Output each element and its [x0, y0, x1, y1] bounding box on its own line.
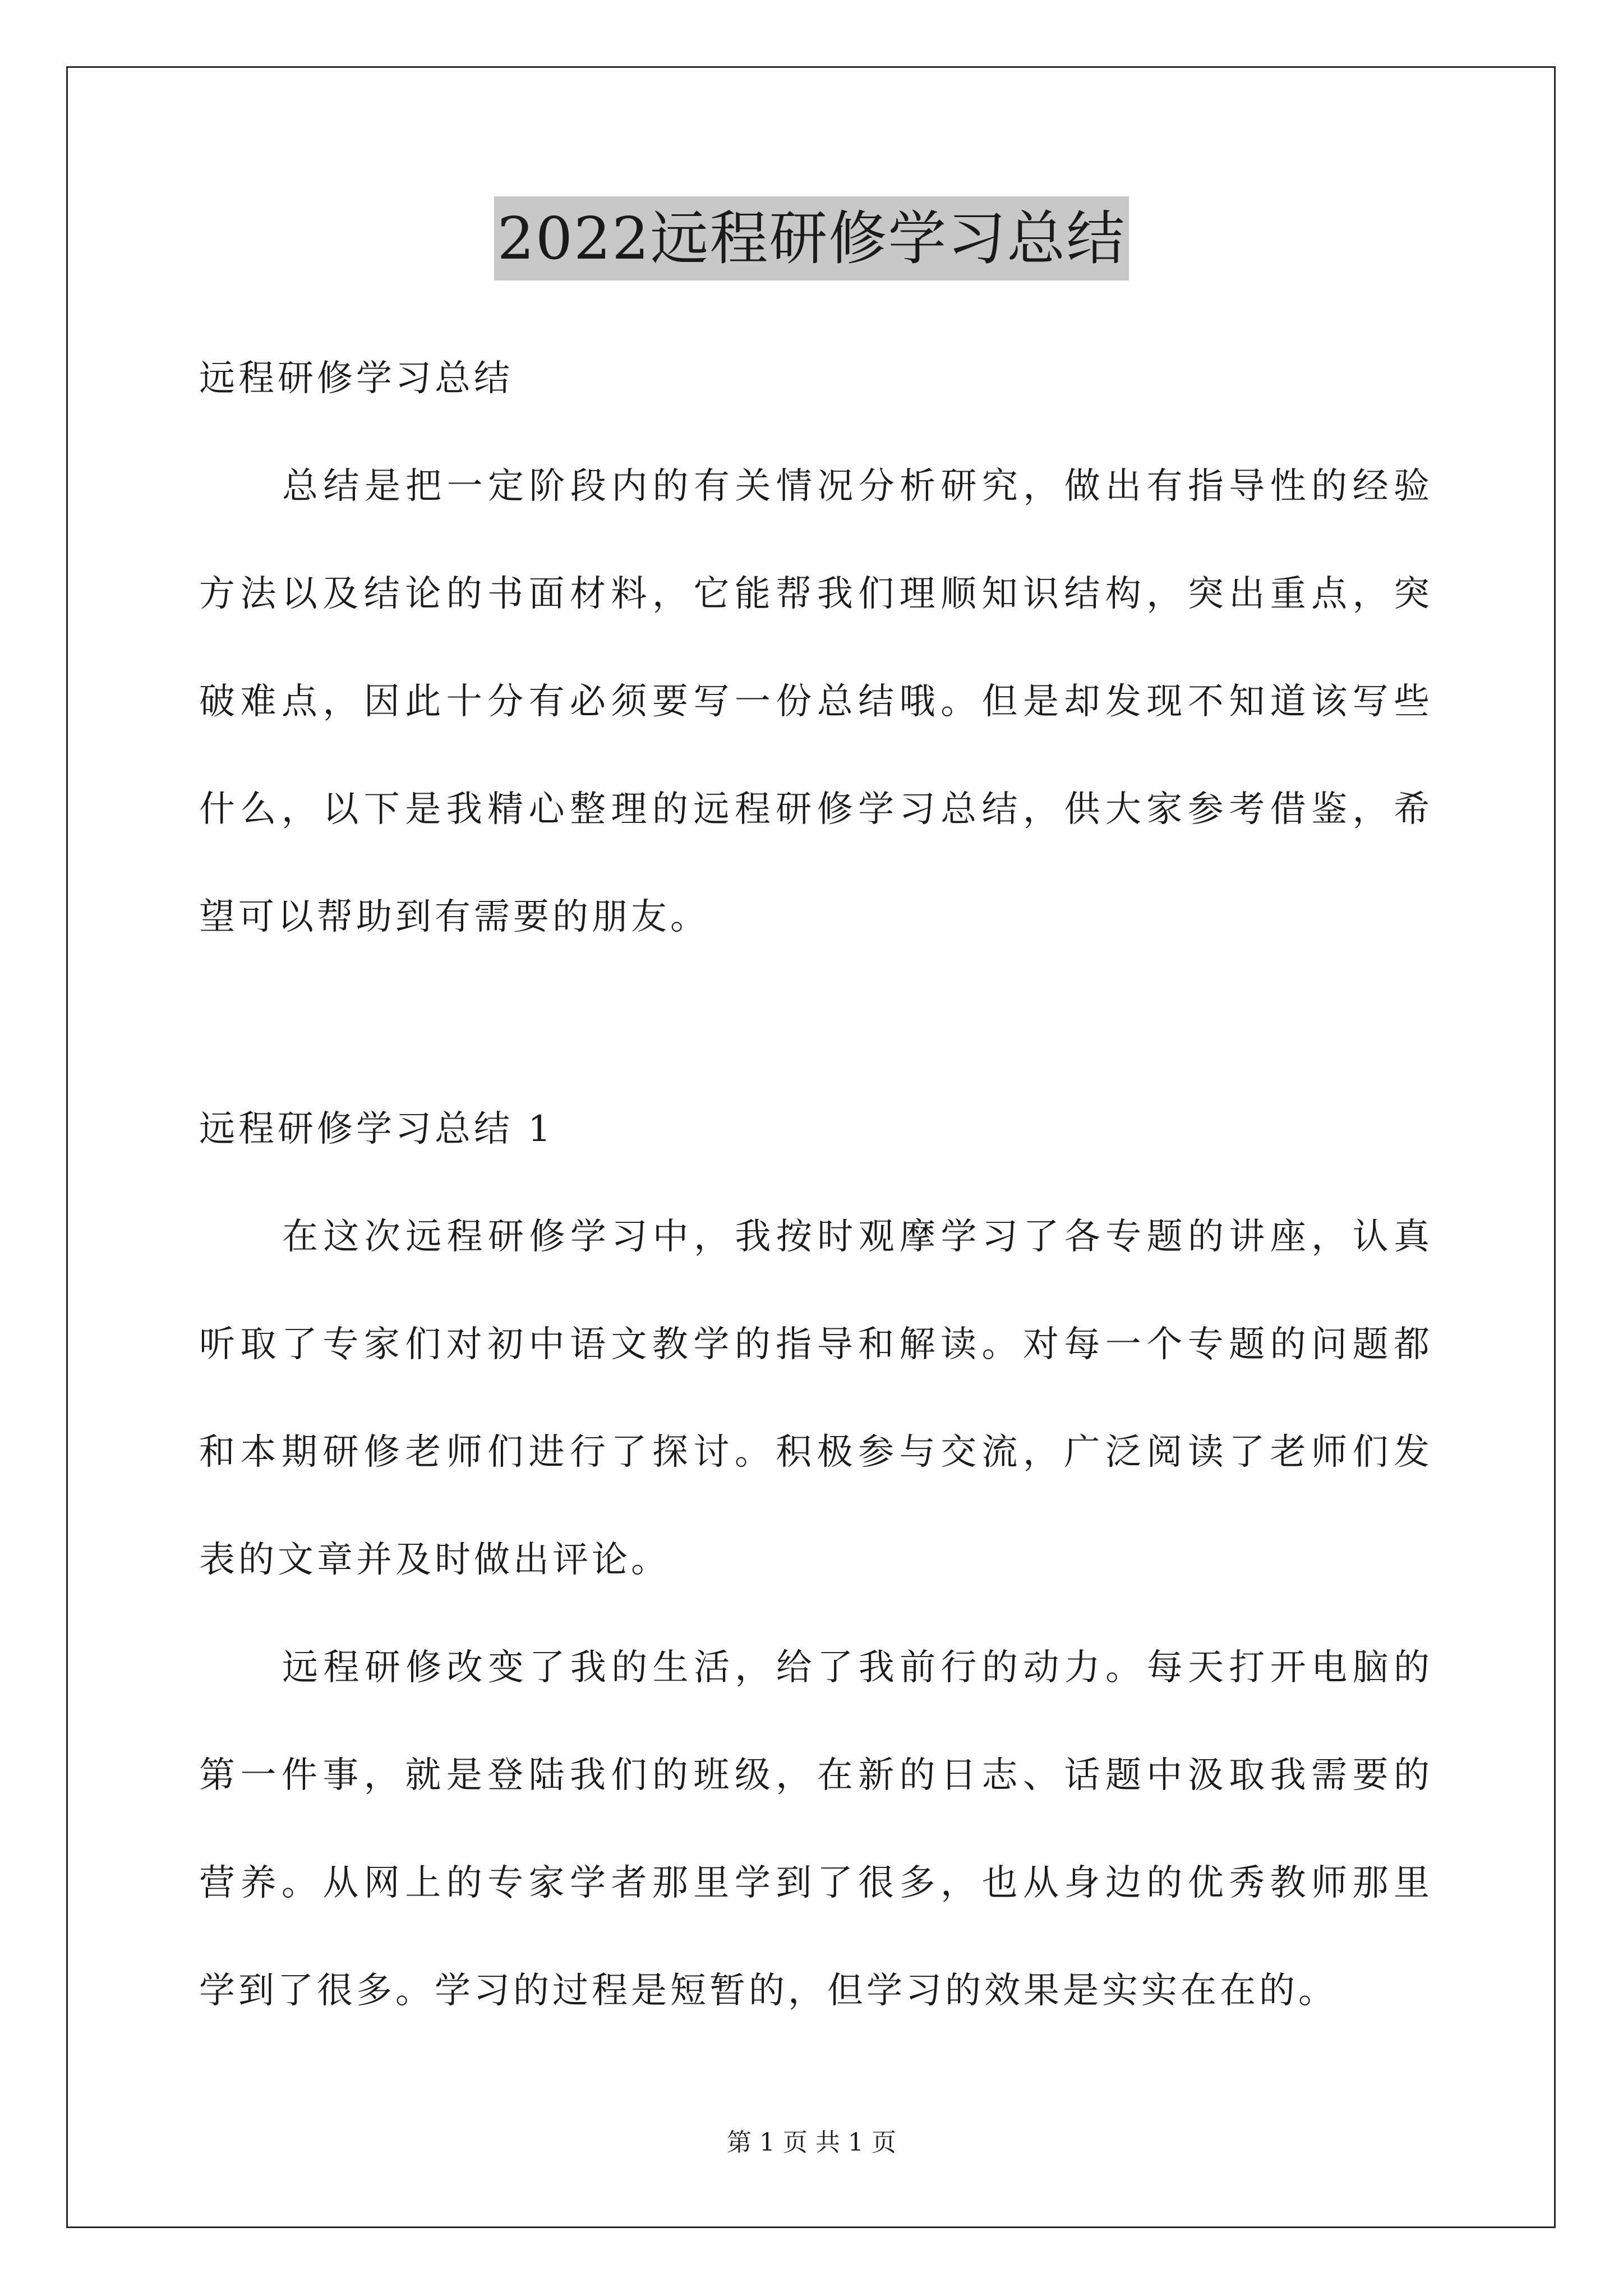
- para1-line-2: 听取了专家们对初中语文教学的指导和解读。对每一个专题的问题都: [199, 1324, 1433, 1365]
- intro-line-3: 破难点，因此十分有必须要写一份总结哦。但是却发现不知道该写些: [199, 681, 1433, 723]
- title-container: [0, 196, 1623, 280]
- intro-line-1: 总结是把一定阶段内的有关情况分析研究，做出有指导性的经验: [282, 466, 1433, 507]
- para2-line-4: 学到了很多。学习的过程是短暂的，但学习的效果是实实在在的。: [199, 1970, 1338, 2012]
- para2-line-2: 第一件事，就是登陆我们的班级，在新的日志、话题中汲取我需要的: [199, 1755, 1433, 1796]
- intro-line-5: 望可以帮助到有需要的朋友。: [199, 896, 709, 938]
- para1-line-1: 在这次远程研修学习中，我按时观摩学习了各专题的讲座，认真: [282, 1216, 1433, 1258]
- intro-line-4: 什么，以下是我精心整理的远程研修学习总结，供大家参考借鉴，希: [199, 789, 1433, 830]
- para2-line-1: 远程研修改变了我的生活，给了我前行的动力。每天打开电脑的: [282, 1647, 1433, 1688]
- section-heading: 远程研修学习总结: [199, 358, 513, 399]
- section-heading-1: 远程研修学习总结 1: [199, 1108, 555, 1150]
- para1-line-3: 和本期研修老师们进行了探讨。积极参与交流，广泛阅读了老师们发: [199, 1432, 1433, 1473]
- para2-line-3: 营养。从网上的专家学者那里学到了很多，也从身边的优秀教师那里: [199, 1862, 1433, 1904]
- page-number-footer: 第 1 页 共 1 页: [727, 2128, 896, 2157]
- document-title: 2022远程研修学习总结: [494, 196, 1129, 280]
- para1-line-4: 表的文章并及时做出评论。: [199, 1539, 670, 1581]
- intro-line-2: 方法以及结论的书面材料，它能帮我们理顺知识结构，突出重点，突: [199, 573, 1433, 615]
